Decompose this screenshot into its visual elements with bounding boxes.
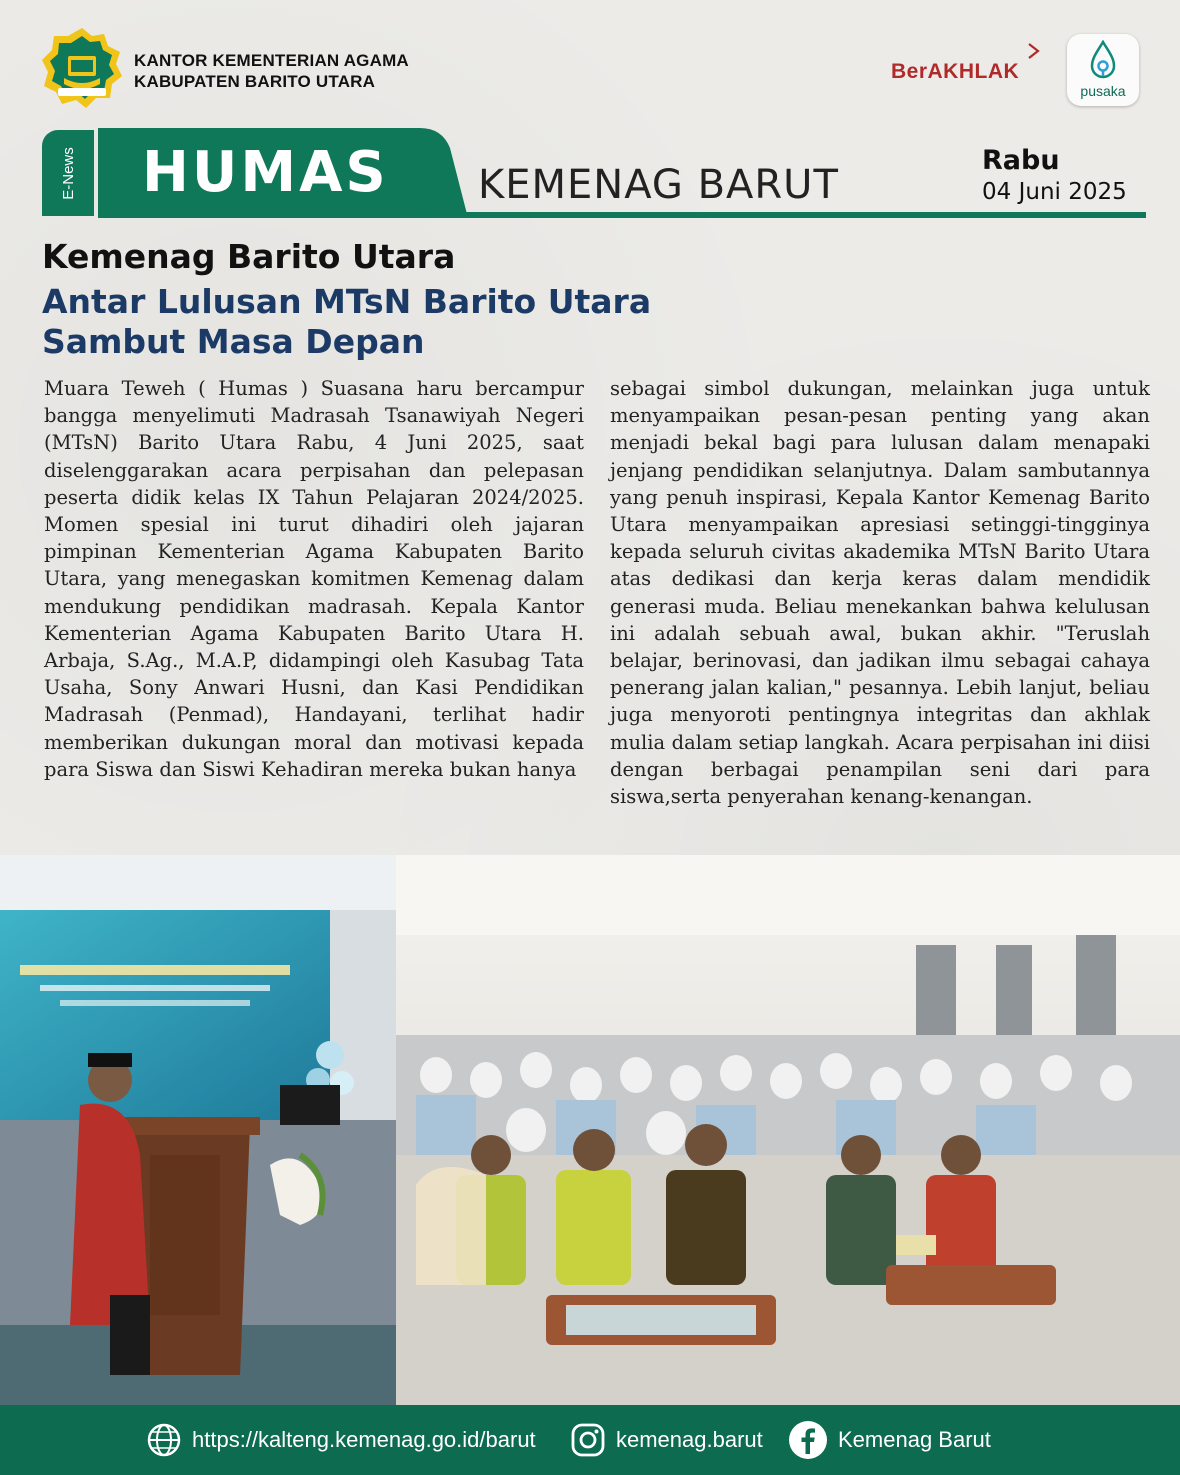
website-url: https://kalteng.kemenag.go.id/barut xyxy=(192,1427,536,1452)
instagram-icon xyxy=(570,1422,606,1458)
berakhlak-logo: BerAKHLAK xyxy=(891,60,1020,83)
article-column-1: Muara Teweh ( Humas ) Suasana haru bercampur bangga menyelimuti Madrasah Tsanawiyah Negeri (MTsN) Barito Utara Rabu, 4 Juni 2025, saat diselenggarakan acara perpisahan dan pelepasan peserta didik kelas IX Tahun Pelajaran 2024/2025. Momen spesial ini turut dihadiri oleh jajaran pimpinan Kementerian Agama Kabupaten Barito Utara, yang menegaskan komitmen Kemenag dalam mendukung pendidikan madrasah. Kepala Kantor Kementerian Agama Kabupaten Barito Utara H. Arbaja, S.Ag., M.A.P, didampingi oleh Kasubag Tata Usaha, Sony Anwari Husni, dan Kasi Pendidikan Madrasah (Penmad), Handayani, terlihat hadir memberikan dukungan moral dan motivasi kepada para Siswa dan Siswi Kehadiran mereka bukan hanya xyxy=(44,377,584,781)
banner-divider xyxy=(462,212,1146,218)
footer-instagram[interactable] xyxy=(570,1422,763,1458)
publish-day: Rabu xyxy=(982,145,1060,176)
footer-facebook[interactable] xyxy=(788,1422,991,1458)
footer-website[interactable] xyxy=(146,1422,536,1458)
photo-audience xyxy=(396,855,1180,1405)
facebook-icon xyxy=(788,1420,828,1460)
headline-line2: Antar Lulusan MTsN Barito Utara xyxy=(42,282,652,321)
kemenag-emblem-icon xyxy=(40,26,124,110)
headline-line1: Kemenag Barito Utara xyxy=(42,237,456,276)
enews-label: E-News xyxy=(59,146,77,200)
globe-icon xyxy=(146,1422,182,1458)
humas-title: HUMAS xyxy=(142,140,389,205)
org-line2: KABUPATEN BARITO UTARA xyxy=(134,72,376,91)
headline-sub xyxy=(42,282,742,362)
enews-label-wrap xyxy=(42,130,94,216)
pusaka-drop-icon xyxy=(1088,40,1118,80)
publish-date: 04 Juni 2025 xyxy=(982,179,1127,205)
chevron-right-icon xyxy=(1026,42,1042,60)
instagram-handle: kemenag.barut xyxy=(616,1427,763,1452)
headline-line3: Sambut Masa Depan xyxy=(42,322,425,361)
kemenag-barut-label: KEMENAG BARUT xyxy=(478,162,839,208)
photo-speaker-podium xyxy=(0,855,396,1405)
article-column-2: sebagai simbol dukungan, melainkan juga untuk menyampaikan pesan-pesan penting yang akan menjadi bekal bagi para lulusan dalam menapaki jenjang pendidikan selanjutnya. Dalam sambutannya yang penuh inspirasi, Kepala Kantor Kemenag Barito Utara menyampaikan apresiasi setinggi-tingginya kepada seluruh civitas akademika MTsN Barito Utara atas dedikasi dan kerja keras dalam mendidik generasi muda. Beliau menekankan bahwa kelulusan ini adalah sebuah awal, bukan akhir. "Teruslah belajar, berinovasi, dan jadikan ilmu sebagai cahaya penerang jalan kalian," pesannya. Lebih lanjut, beliau juga menyoroti pentingnya integritas dan akhlak mulia dalam setiap langkah. Acara perpisahan ini diisi dengan berbagai penampilan seni dari para siswa,serta penyerahan kenang-kenangan. xyxy=(610,377,1150,809)
pusaka-label: pusaka xyxy=(1080,83,1126,99)
facebook-page: Kemenag Barut xyxy=(838,1427,991,1452)
org-name xyxy=(134,50,409,92)
org-line1: KANTOR KEMENTERIAN AGAMA xyxy=(134,51,409,70)
